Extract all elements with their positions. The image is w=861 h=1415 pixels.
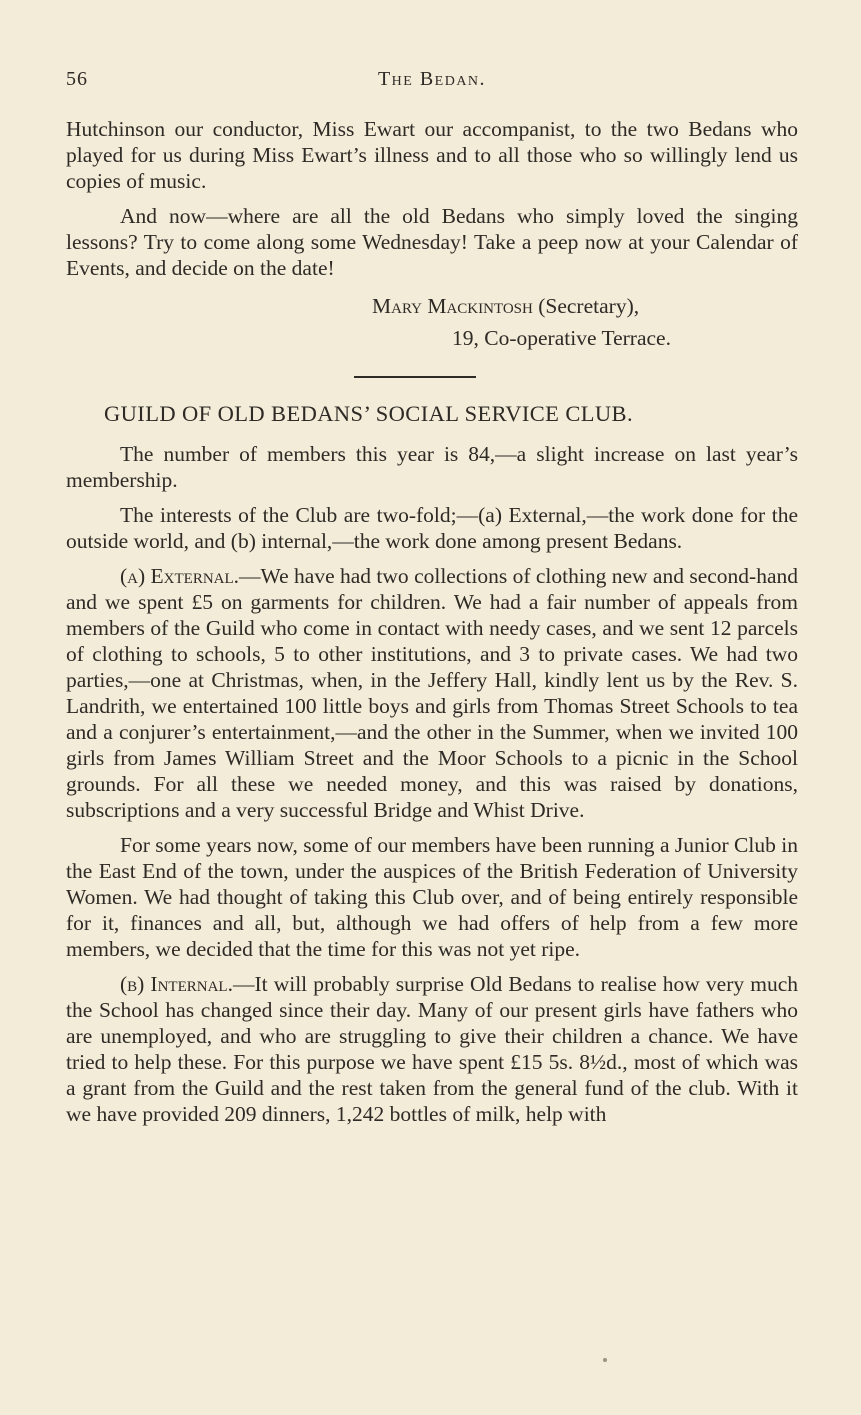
interests-paragraph: The interests of the Club are two-fold;—(a) External,—the work done for the outside world, and (b) internal,—the work done among present Bedans.	[66, 503, 798, 553]
page-content	[66, 116, 798, 1127]
intro-paragraph-continued: Hutchinson our conductor, Miss Ewart our accompanist, to the two Bedans who played for us during Miss Ewart’s illness and to all those who so willingly lend us copies of music.	[66, 117, 798, 193]
page-speck	[603, 1358, 607, 1362]
external-text: —We have had two collections of clothing new and second-hand and we spent £5 on garments for children. We had a fair number of appeals from members of the Guild who come in contact with needy cases, and we sent 12 parcels of clothing to schools, 5 to other institutions, and 3 to private cases. We had two parties,—one at Christmas, when, in the Jeffery Hall, kindly lent us by the Rev. S. Landrith, we entertained 100 little boys and girls from Thomas Street Schools to tea and a conjurer’s entertainment,—and the other in the Summer, when we invited 100 girls from James William Street and the Moor Schools to a picnic in the School grounds. For all these we needed money, and this was raised by donations, subscriptions and a very successful Bridge and Whist Drive.	[66, 564, 798, 822]
membership-paragraph: The number of members this year is 84,—a slight increase on last year’s membership.	[66, 442, 798, 492]
junior-club-paragraph: For some years now, some of our members have been running a Junior Club in the East End of the town, under the auspices of the British Federation of University Women. We had thought of taking this Club over, and of being entirely responsible for it, finances and all, but, although we had offers of help from a few more members, we decided that the time for this was not yet ripe.	[66, 833, 798, 961]
signature-role: (Secretary),	[538, 294, 640, 318]
page-number: 56	[66, 68, 88, 90]
signature-address: 19, Co-operative Terrace.	[452, 326, 671, 350]
signature-line	[66, 290, 798, 322]
signature-name: Mary Mackintosh	[372, 294, 533, 318]
section-heading: GUILD OF OLD BEDANS’ SOCIAL SERVICE CLUB.	[104, 401, 633, 426]
running-head	[66, 62, 798, 94]
internal-text: —It will probably surprise Old Bedans to realise how very much the School has changed since their day. Many of our present girls have fathers who are unemployed, and who are struggling to give their children a chance. We have tried to help these. For this purpose we have spent £15 5s. 8½d., most of which was a grant from the Guild and the rest taken from the general fund of the club. With it we have provided 209 dinners, 1,242 bottles of milk, help with	[66, 972, 798, 1126]
internal-paragraph	[66, 971, 798, 1127]
external-label: (a) External.	[120, 564, 240, 588]
external-paragraph	[66, 563, 798, 823]
journal-title: The Bedan.	[377, 68, 487, 90]
intro-paragraph: And now—where are all the old Bedans who simply loved the singing lessons? Try to come along some Wednesday! Take a peep now at your Calendar of Events, and decide on the date!	[66, 204, 798, 280]
section-divider	[354, 376, 476, 378]
internal-label: (b) Internal.	[120, 972, 233, 996]
